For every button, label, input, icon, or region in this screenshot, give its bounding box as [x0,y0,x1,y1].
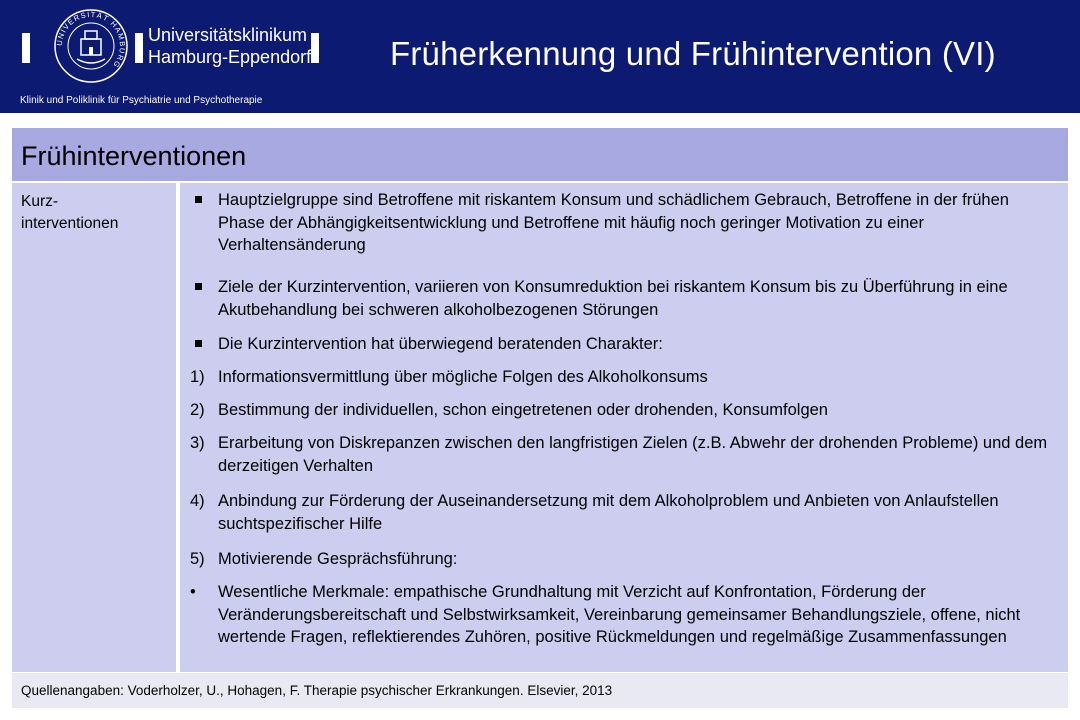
list-item-text: Hauptzielgruppe sind Betroffene mit riskantem Konsum und schädlichem Gebrauch, Betroffene in der frühen Phase der Abhängigkeitsentwicklung und Betroffene mit häufig noch geringer Motivation zu einer Verhaltensänderung [218,191,1009,254]
list-number: 2) [190,401,205,419]
clinic-name: Klinik und Poliklinik für Psychiatrie und Psychotherapie [20,95,263,106]
bullet-icon: • [190,583,196,601]
list-item-text: Die Kurzintervention hat überwiegend beratenden Charakter: [218,335,663,353]
category-cell [12,183,178,672]
list-item-text: Informationsvermittlung über mögliche Folgen des Alkoholkonsums [218,368,708,386]
logo-bar-right [311,33,319,63]
square-bullet-icon [195,340,202,347]
list-item-text: Ziele der Kurzintervention, variieren von Konsumreduktion bei riskantem Konsum bis zu Überführung in eine Akutbehandlung bei schweren alkoholbezogenen Störungen [218,278,1008,319]
university-seal-icon [54,9,128,83]
university-logo-text [148,24,311,68]
logo-line-2: Hamburg-Eppendorf [148,47,312,67]
list-number: 1) [190,368,205,386]
seal-text: UNIVERSITÄT HAMBURG [54,9,128,71]
list-item-text: Erarbeitung von Diskrepanzen zwischen den langfristigen Zielen (z.B. Abwehr der drohenden Probleme) und dem derzeitigen Verhalten [218,434,1048,475]
logo-bar-left [22,33,30,63]
table-heading-row [12,128,1068,182]
list-number: 3) [190,434,205,452]
list-item-text: Bestimmung der individuellen, schon eingetretenen oder drohenden, Konsumfolgen [218,401,828,419]
list-number: 5) [190,550,205,568]
table-heading: Frühinterventionen [21,141,247,171]
list-number: 4) [190,492,205,510]
list-item-text: Motivierende Gesprächsführung: [218,550,458,568]
svg-text:UNIVERSITÄT HAMBURG [55,10,127,70]
slide-title: Früherkennung und Frühintervention (VI) [390,35,996,72]
logo-bar-middle [135,33,143,63]
square-bullet-icon [195,196,202,203]
logo-line-1: Universitätsklinikum [148,25,308,45]
list-item-text: Wesentliche Merkmale: empathische Grundhaltung mit Verzicht auf Konfrontation, Förderung der Veränderungsbereitschaft und Selbstwirksamkeit, Vereinbarung gemeinsamer Behandlungsziele, offene, nicht wertende Fragen, reflektierendes Zuhören, positive Rückmeldungen und regelmäßige Zusammenfassungen [218,583,1021,646]
content-table [11,127,1069,709]
source-footer [12,672,1068,708]
slide-header [0,0,1080,113]
list-item-text: Anbindung zur Förderung der Auseinandersetzung mit dem Alkoholproblem und Anbieten von Anlaufstellen suchtspezifischer Hilfe [218,492,999,533]
category-label: Kurz- interventionen [21,193,119,232]
source-reference: Quellenangaben: Voderholzer, U., Hohagen, F. Therapie psychischer Erkrankungen. Elsevier, 2013 [21,683,613,698]
square-bullet-icon [195,283,202,290]
content-cell [180,183,1068,672]
